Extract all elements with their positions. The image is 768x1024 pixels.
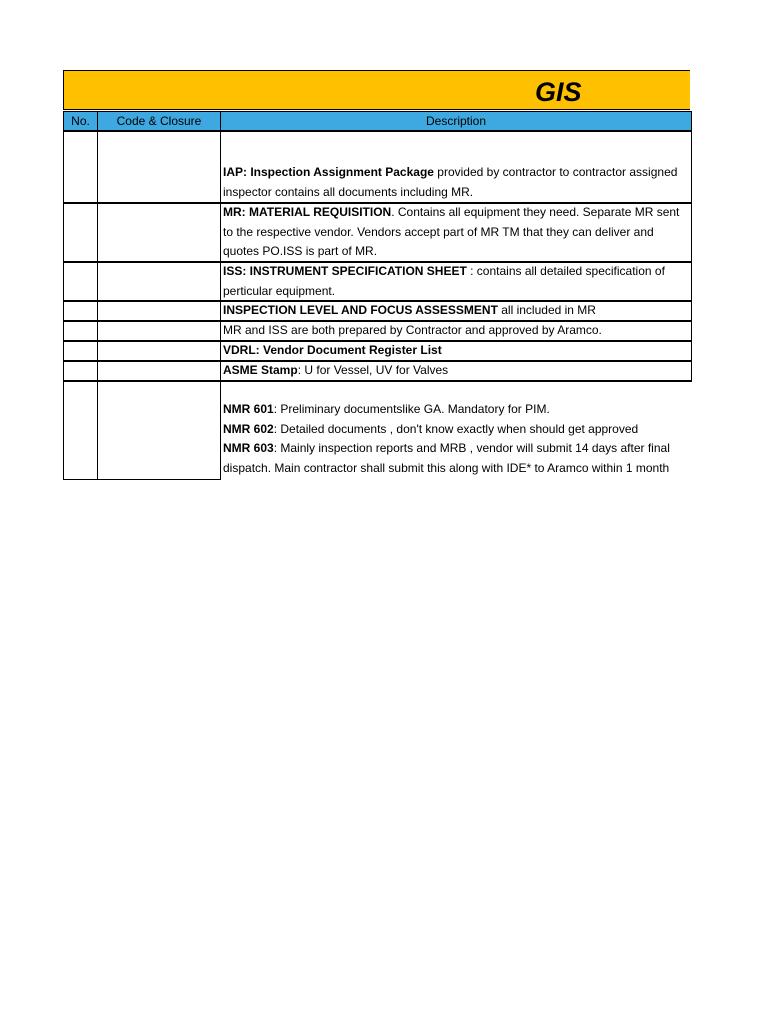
description-detail: MR and ISS are both prepared by Contractor and approved by Aramco.	[223, 323, 602, 337]
row-description-text	[221, 203, 691, 262]
description-line	[223, 301, 691, 321]
row-no-cell	[63, 203, 98, 262]
row-description-text	[221, 262, 691, 301]
description-line	[223, 341, 691, 361]
description-term: MR: MATERIAL REQUISITION	[223, 205, 392, 219]
description-term: INSPECTION LEVEL AND FOCUS ASSESSMENT	[223, 303, 498, 317]
row-description-text	[221, 321, 691, 341]
header-code-closure: Code & Closure	[97, 111, 221, 131]
description-line	[223, 459, 691, 479]
row-no-cell	[63, 381, 98, 480]
header-no: No.	[63, 111, 98, 131]
description-line	[223, 223, 691, 243]
row-code-cell	[97, 321, 221, 341]
row-description-text	[221, 163, 691, 202]
row-no-cell	[63, 301, 98, 321]
description-line	[223, 183, 691, 203]
row-code-cell	[97, 301, 221, 321]
row-code-cell	[97, 361, 221, 381]
description-line	[223, 439, 691, 459]
description-detail: : Preliminary documentslike GA. Mandatory for PIM.	[273, 402, 550, 416]
description-line	[223, 321, 691, 341]
description-term: ASME Stamp	[223, 363, 298, 377]
description-detail: quotes PO.ISS is part of MR.	[223, 244, 378, 259]
description-detail: dispatch. Main contractor shall submit this along with IDE* to Aramco within 1 month	[223, 460, 670, 475]
description-detail: : contains all detailed specification of	[466, 264, 665, 278]
sheet-title: GIS	[535, 77, 582, 107]
title-bar	[63, 70, 690, 110]
row-code-cell	[97, 381, 221, 480]
description-detail: perticular equipment.	[223, 283, 336, 298]
description-detail: all included in MR	[497, 303, 596, 317]
description-term: NMR 603	[223, 441, 274, 456]
description-term: ISS: INSTRUMENT SPECIFICATION SHEET	[223, 264, 467, 278]
row-code-cell	[97, 203, 221, 262]
description-line	[223, 262, 691, 282]
description-detail: to the respective vendor. Vendors accept part of MR TM that they can deliver and	[223, 224, 654, 239]
description-line	[223, 400, 691, 420]
description-term: NMR 602	[223, 421, 274, 436]
row-code-cell	[97, 131, 221, 203]
description-detail: provided by contractor to contractor assigned	[433, 165, 678, 179]
row-code-cell	[97, 262, 221, 301]
description-detail: : U for Vessel, UV for Valves	[297, 363, 449, 377]
description-line	[223, 242, 691, 262]
row-description-text	[221, 341, 691, 361]
row-no-cell	[63, 321, 98, 341]
description-term: VDRL: Vendor Document Register List	[223, 343, 442, 357]
description-detail: . Contains all equipment they need. Separate MR sent	[391, 205, 680, 219]
header-description: Description	[220, 111, 692, 131]
description-line	[223, 163, 691, 183]
description-detail: : Mainly inspection reports and MRB , vendor will submit 14 days after final	[273, 441, 670, 456]
description-line	[223, 282, 691, 302]
row-no-cell	[63, 131, 98, 203]
description-detail: : Detailed documents , don't know exactly when should get approved	[273, 421, 639, 436]
row-no-cell	[63, 341, 98, 361]
description-line	[223, 420, 691, 440]
description-line	[223, 361, 691, 381]
description-line	[223, 203, 691, 223]
description-detail: inspector contains all documents including MR.	[223, 184, 474, 199]
description-term: IAP: Inspection Assignment Package	[223, 165, 434, 179]
row-no-cell	[63, 361, 98, 381]
row-no-cell	[63, 262, 98, 301]
row-description-text	[221, 361, 691, 381]
row-description-text	[221, 301, 691, 321]
description-term: NMR 601	[223, 402, 274, 416]
row-description-text	[221, 400, 691, 478]
row-code-cell	[97, 341, 221, 361]
